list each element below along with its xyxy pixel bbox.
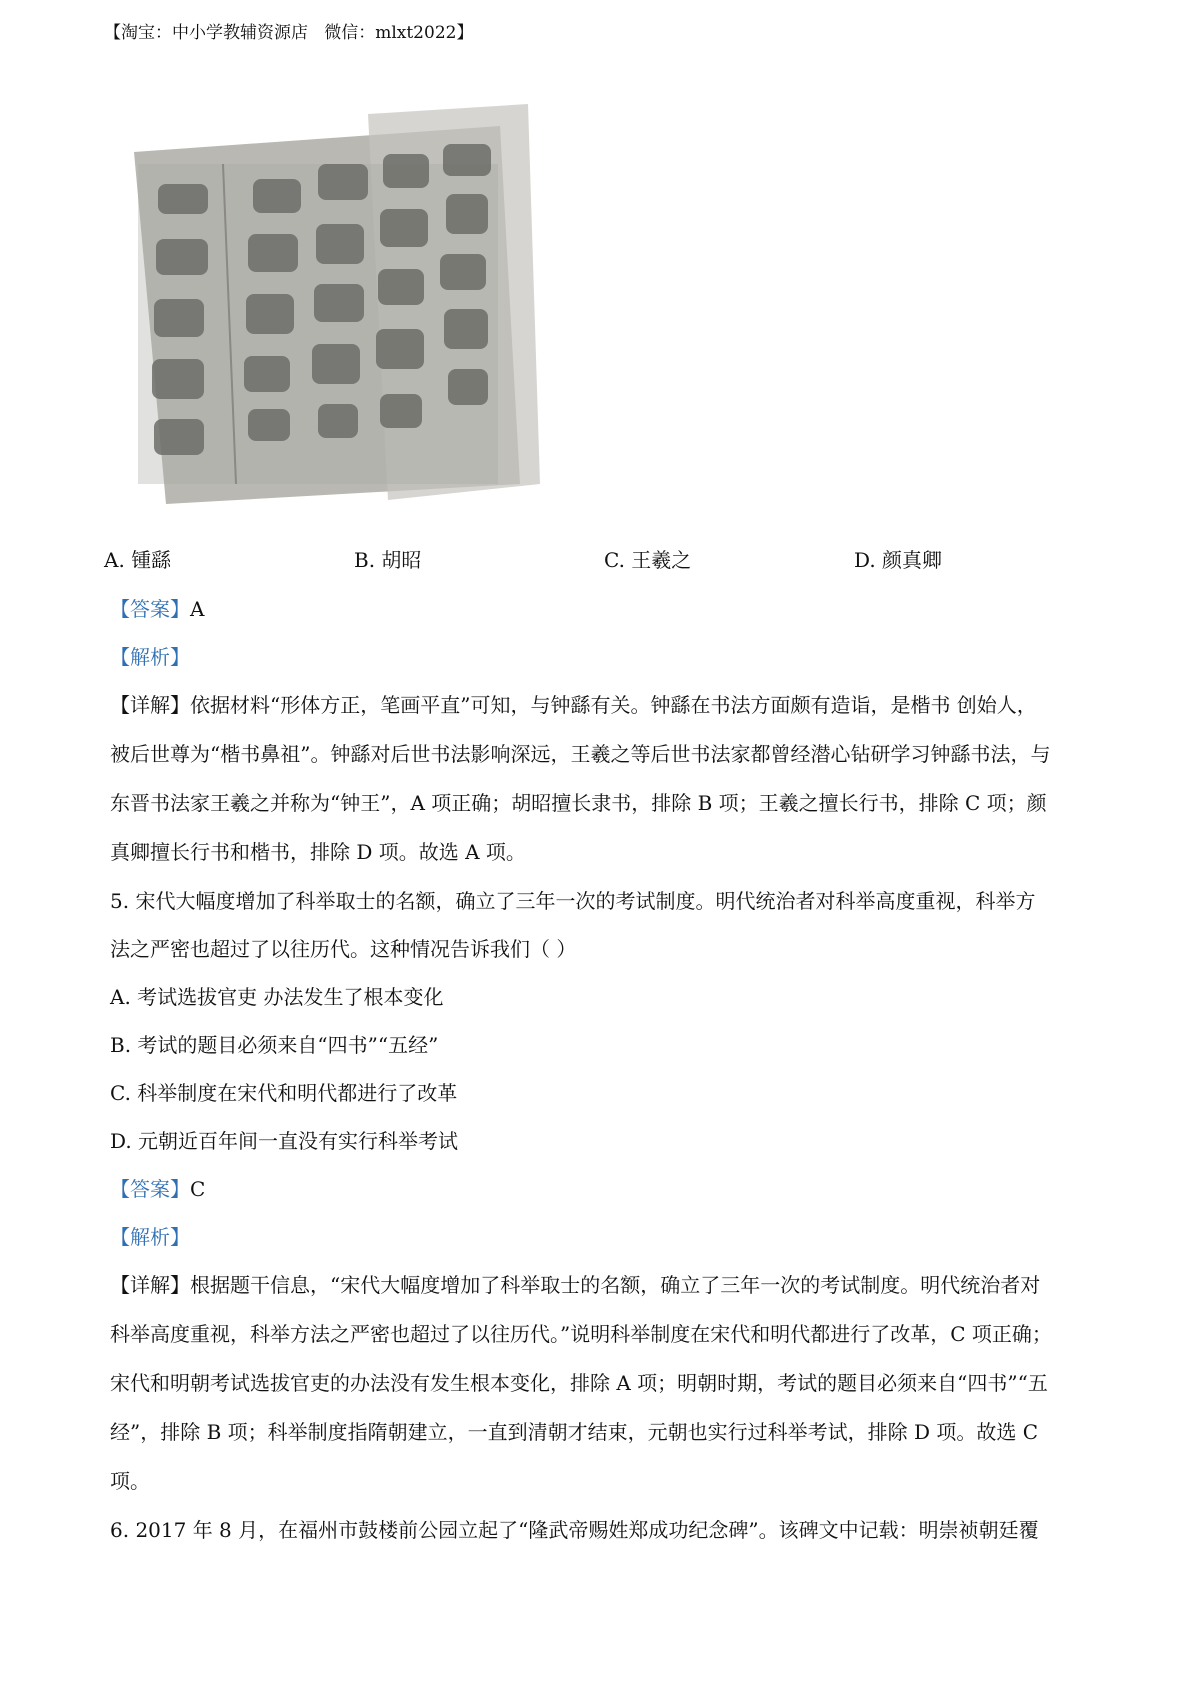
q5-stem-line-1: 5. 宋代大幅度增加了科举取士的名额，确立了三年一次的考试制度。明代统治者对科举高度重视，科举方 bbox=[110, 889, 1036, 913]
q4-option-b: B. 胡昭 bbox=[354, 548, 422, 572]
q4-detail-line-1: 【详解】依据材料“形体方正，笔画平直”可知，与钟繇有关。钟繇在书法方面颇有造诣，是楷书 创始人， bbox=[110, 693, 1037, 717]
q5-analysis-label: 【解析】 bbox=[110, 1225, 190, 1249]
q5-option-b: B. 考试的题目必须来自“四书”“五经” bbox=[110, 1033, 439, 1057]
q4-option-c: C. 王羲之 bbox=[604, 548, 692, 572]
q5-option-c: C. 科举制度在宋代和明代都进行了改革 bbox=[110, 1081, 458, 1105]
q4-analysis-label: 【解析】 bbox=[110, 645, 190, 669]
q4-option-a: A. 锺繇 bbox=[104, 548, 172, 572]
q5-detail-line-1: 【详解】根据题干信息，“宋代大幅度增加了科举取士的名额，确立了三年一次的考试制度。明代统治者对 bbox=[110, 1273, 1041, 1297]
q4-answer: 【答案】A bbox=[110, 597, 205, 621]
q4-option-d: D. 颜真卿 bbox=[854, 548, 943, 572]
q4-detail-line-2: 被后世尊为“楷书鼻祖”。钟繇对后世书法影响深远，王羲之等后世书法家都曾经潜心钻研学习钟繇书法，与 bbox=[110, 742, 1051, 766]
q5-detail-line-4: 经”，排除 B 项；科举制度指隋朝建立，一直到清朝才结束，元朝也实行过科举考试，排除 D 项。故选 C bbox=[110, 1420, 1039, 1444]
calligraphy-image bbox=[128, 104, 560, 528]
q5-answer: 【答案】C bbox=[110, 1177, 206, 1201]
q5-stem-line-2: 法之严密也超过了以往历代。这种情况告诉我们（ ） bbox=[110, 937, 577, 961]
q4-detail-line-3: 东晋书法家王羲之并称为“钟王”，A 项正确；胡昭擅长隶书，排除 B 项；王羲之擅长行书，排除 C 项；颜 bbox=[110, 791, 1047, 815]
q5-option-d: D. 元朝近百年间一直没有实行科举考试 bbox=[110, 1129, 459, 1153]
watermark-header: 【淘宝：中小学教辅资源店 微信：mlxt2022】 bbox=[104, 23, 474, 43]
q4-detail-line-4: 真卿擅长行书和楷书，排除 D 项。故选 A 项。 bbox=[110, 840, 526, 864]
q6-stem-line-1: 6. 2017 年 8 月，在福州市鼓楼前公园立起了“隆武帝赐姓郑成功纪念碑”。该碑文中记载：明崇祯朝廷覆 bbox=[110, 1518, 1039, 1542]
q5-detail-line-5: 项。 bbox=[110, 1469, 150, 1493]
q5-detail-line-3: 宋代和明朝考试选拔官吏的办法没有发生根本变化，排除 A 项；明朝时期，考试的题目必须来自“四书”“五 bbox=[110, 1371, 1048, 1395]
q5-detail-line-2: 科举高度重视，科举方法之严密也超过了以往历代。”说明科举制度在宋代和明代都进行了改革，C 项正确； bbox=[110, 1322, 1052, 1346]
q5-option-a: A. 考试选拔官吏 办法发生了根本变化 bbox=[110, 985, 444, 1009]
